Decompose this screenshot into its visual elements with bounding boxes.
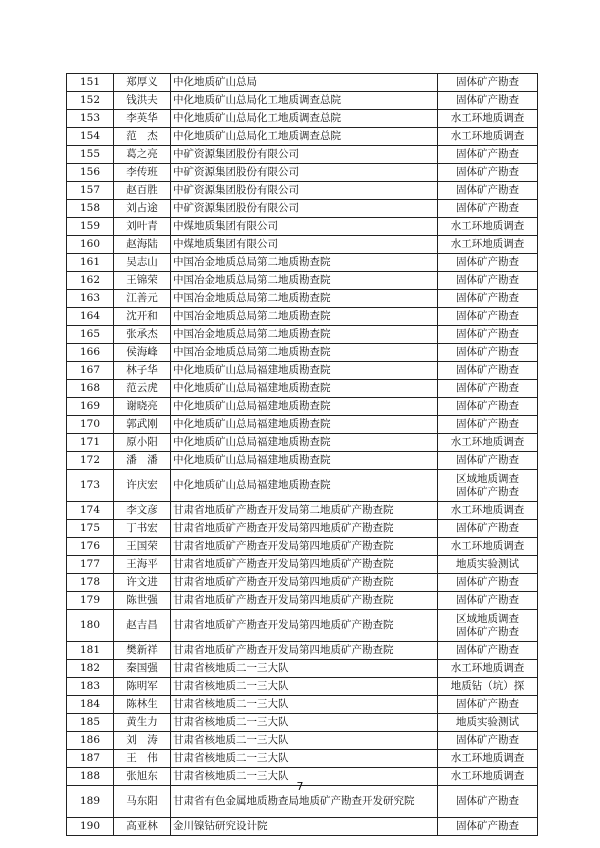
unit-cell: 甘肃省地质矿产勘查开发局第四地质矿产勘查院 xyxy=(171,642,438,660)
specialty-cell xyxy=(438,92,538,110)
name-cell: 高亚林 xyxy=(114,818,171,836)
specialty-text: 水工环地质调查 xyxy=(450,238,525,250)
row-number-cell: 152 xyxy=(67,92,114,110)
table-row xyxy=(67,538,538,556)
specialty-text: 固体矿产勘查 xyxy=(456,820,519,832)
row-number-cell: 185 xyxy=(67,714,114,732)
specialty-text: 水工环地质调查 xyxy=(450,662,525,674)
specialty-cell xyxy=(438,452,538,470)
name-cell: 王锦荣 xyxy=(114,272,171,290)
row-number-cell: 159 xyxy=(67,218,114,236)
name-cell: 许庆宏 xyxy=(114,470,171,502)
specialty-text: 水工环地质调查 xyxy=(450,112,525,124)
specialty-text: 固体矿产勘查 xyxy=(456,310,519,322)
table-row xyxy=(67,610,538,642)
row-number-cell: 168 xyxy=(67,380,114,398)
unit-cell: 中化地质矿山总局福建地质勘查院 xyxy=(171,452,438,470)
row-number-cell: 176 xyxy=(67,538,114,556)
name-cell: 赵海陆 xyxy=(114,236,171,254)
table-row xyxy=(67,470,538,502)
unit-cell: 中国冶金地质总局第二地质勘查院 xyxy=(171,272,438,290)
unit-cell: 中化地质矿山总局福建地质勘查院 xyxy=(171,398,438,416)
specialty-cell xyxy=(438,290,538,308)
table-row xyxy=(67,434,538,452)
row-number-cell: 174 xyxy=(67,502,114,520)
specialty-text: 区域地质调查 xyxy=(456,472,519,485)
specialty-text: 固体矿产勘查 xyxy=(456,795,519,807)
table-row xyxy=(67,660,538,678)
row-number-cell: 157 xyxy=(67,182,114,200)
specialty-text: 固体矿产勘查 xyxy=(456,274,519,286)
specialty-cell xyxy=(438,416,538,434)
row-number-cell: 154 xyxy=(67,128,114,146)
unit-cell: 中化地质矿山总局化工地质调查总院 xyxy=(171,110,438,128)
unit-cell: 中矿资源集团股份有限公司 xyxy=(171,200,438,218)
row-number-cell: 186 xyxy=(67,732,114,750)
table-row xyxy=(67,818,538,836)
specialty-cell xyxy=(438,272,538,290)
name-cell: 赵吉昌 xyxy=(114,610,171,642)
name-cell: 陈林生 xyxy=(114,696,171,714)
unit-cell: 甘肃省地质矿产勘查开发局第二地质矿产勘查院 xyxy=(171,502,438,520)
specialty-text: 固体矿产勘查 xyxy=(456,644,519,656)
unit-cell: 中矿资源集团股份有限公司 xyxy=(171,164,438,182)
name-cell: 樊新祥 xyxy=(114,642,171,660)
row-number-cell: 173 xyxy=(67,470,114,502)
specialty-cell xyxy=(438,592,538,610)
specialty-cell xyxy=(438,470,538,502)
specialty-text: 地质实验测试 xyxy=(456,558,519,570)
table-row xyxy=(67,74,538,92)
specialty-cell xyxy=(438,326,538,344)
specialty-cell xyxy=(438,344,538,362)
unit-cell: 中化地质矿山总局福建地质勘查院 xyxy=(171,470,438,502)
specialty-text: 固体矿产勘查 xyxy=(456,346,519,358)
specialty-cell xyxy=(438,308,538,326)
name-cell: 范云虎 xyxy=(114,380,171,398)
unit-cell: 甘肃省地质矿产勘查开发局第四地质矿产勘查院 xyxy=(171,520,438,538)
specialty-text: 地质实验测试 xyxy=(456,716,519,728)
row-number-cell: 164 xyxy=(67,308,114,326)
name-cell: 侯海峰 xyxy=(114,344,171,362)
name-cell: 王海平 xyxy=(114,556,171,574)
row-number-cell: 163 xyxy=(67,290,114,308)
specialty-text: 固体矿产勘查 xyxy=(456,522,519,534)
table-row xyxy=(67,344,538,362)
specialty-text: 固体矿产勘查 xyxy=(456,364,519,376)
name-cell: 许文进 xyxy=(114,574,171,592)
specialty-text: 固体矿产勘查 xyxy=(456,698,519,710)
specialty-text: 固体矿产勘查 xyxy=(456,94,519,106)
name-cell: 马东阳 xyxy=(114,786,171,818)
table-row xyxy=(67,732,538,750)
table-row xyxy=(67,218,538,236)
table-row xyxy=(67,574,538,592)
name-cell: 李文彦 xyxy=(114,502,171,520)
name-cell: 钱洪夫 xyxy=(114,92,171,110)
row-number-cell: 177 xyxy=(67,556,114,574)
table-row xyxy=(67,308,538,326)
page-number: 7 xyxy=(296,780,304,793)
specialty-text: 固体矿产勘查 xyxy=(456,454,519,466)
specialty-text: 固体矿产勘查 xyxy=(456,328,519,340)
unit-cell: 甘肃省地质矿产勘查开发局第四地质矿产勘查院 xyxy=(171,592,438,610)
row-number-cell: 151 xyxy=(67,74,114,92)
specialty-cell xyxy=(438,538,538,556)
row-number-cell: 166 xyxy=(67,344,114,362)
specialty-cell xyxy=(438,696,538,714)
name-cell: 林子华 xyxy=(114,362,171,380)
specialty-cell xyxy=(438,502,538,520)
row-number-cell: 158 xyxy=(67,200,114,218)
name-cell: 王国荣 xyxy=(114,538,171,556)
specialty-cell xyxy=(438,236,538,254)
unit-cell: 甘肃省地质矿产勘查开发局第四地质矿产勘查院 xyxy=(171,556,438,574)
specialty-cell xyxy=(438,610,538,642)
table-row xyxy=(67,678,538,696)
unit-cell: 甘肃省核地质二一三大队 xyxy=(171,732,438,750)
row-number-cell: 172 xyxy=(67,452,114,470)
personnel-table-body xyxy=(67,74,538,836)
specialty-cell xyxy=(438,398,538,416)
row-number-cell: 189 xyxy=(67,786,114,818)
table-row xyxy=(67,642,538,660)
row-number-cell: 187 xyxy=(67,750,114,768)
name-cell: 郭武刚 xyxy=(114,416,171,434)
name-cell: 谢晓亮 xyxy=(114,398,171,416)
specialty-text: 水工环地质调查 xyxy=(450,540,525,552)
row-number-cell: 155 xyxy=(67,146,114,164)
unit-cell: 甘肃省核地质二一三大队 xyxy=(171,768,438,786)
specialty-cell xyxy=(438,678,538,696)
specialty-cell xyxy=(438,556,538,574)
name-cell: 潘 潘 xyxy=(114,452,171,470)
name-cell: 原小阳 xyxy=(114,434,171,452)
name-cell: 李英华 xyxy=(114,110,171,128)
table-row xyxy=(67,182,538,200)
name-cell: 范 杰 xyxy=(114,128,171,146)
table-row xyxy=(67,110,538,128)
unit-cell: 中化地质矿山总局福建地质勘查院 xyxy=(171,362,438,380)
specialty-text: 固体矿产勘查 xyxy=(456,148,519,160)
table-row xyxy=(67,380,538,398)
specialty-cell xyxy=(438,574,538,592)
table-row xyxy=(67,254,538,272)
specialty-cell xyxy=(438,362,538,380)
unit-cell: 中矿资源集团股份有限公司 xyxy=(171,182,438,200)
unit-cell: 甘肃省核地质二一三大队 xyxy=(171,714,438,732)
table-row xyxy=(67,290,538,308)
row-number-cell: 179 xyxy=(67,592,114,610)
row-number-cell: 180 xyxy=(67,610,114,642)
specialty-text: 固体矿产勘查 xyxy=(456,382,519,394)
specialty-cell xyxy=(438,182,538,200)
specialty-text: 固体矿产勘查 xyxy=(456,76,519,88)
unit-cell: 中化地质矿山总局福建地质勘查院 xyxy=(171,434,438,452)
row-number-cell: 162 xyxy=(67,272,114,290)
row-number-cell: 170 xyxy=(67,416,114,434)
specialty-text: 固体矿产勘查 xyxy=(456,166,519,178)
row-number-cell: 182 xyxy=(67,660,114,678)
table-row xyxy=(67,236,538,254)
name-cell: 刘占途 xyxy=(114,200,171,218)
unit-cell: 甘肃省地质矿产勘查开发局第四地质矿产勘查院 xyxy=(171,538,438,556)
name-cell: 吴志山 xyxy=(114,254,171,272)
specialty-cell xyxy=(438,218,538,236)
specialty-cell xyxy=(438,434,538,452)
specialty-text: 区域地质调查 xyxy=(456,612,519,625)
row-number-cell: 181 xyxy=(67,642,114,660)
specialty-cell xyxy=(438,660,538,678)
row-number-cell: 188 xyxy=(67,768,114,786)
specialty-cell xyxy=(438,110,538,128)
specialty-text: 水工环地质调查 xyxy=(450,436,525,448)
name-cell: 赵百胜 xyxy=(114,182,171,200)
unit-cell: 甘肃省地质矿产勘查开发局第四地质矿产勘查院 xyxy=(171,610,438,642)
specialty-cell xyxy=(438,200,538,218)
table-row xyxy=(67,398,538,416)
unit-cell: 中化地质矿山总局 xyxy=(171,74,438,92)
table-row xyxy=(67,272,538,290)
unit-cell: 甘肃省有色金属地质勘查局地质矿产勘查开发研究院 xyxy=(171,786,438,818)
table-row xyxy=(67,128,538,146)
name-cell: 刘叶青 xyxy=(114,218,171,236)
table-row xyxy=(67,520,538,538)
row-number-cell: 161 xyxy=(67,254,114,272)
row-number-cell: 167 xyxy=(67,362,114,380)
specialty-cell xyxy=(438,74,538,92)
specialty-text-secondary: 固体矿产勘查 xyxy=(456,625,519,638)
specialty-text: 固体矿产勘查 xyxy=(456,292,519,304)
specialty-text: 固体矿产勘查 xyxy=(456,418,519,430)
specialty-cell xyxy=(438,164,538,182)
table-row xyxy=(67,164,538,182)
specialty-cell xyxy=(438,732,538,750)
row-number-cell: 169 xyxy=(67,398,114,416)
name-cell: 王 伟 xyxy=(114,750,171,768)
specialty-text: 水工环地质调查 xyxy=(450,504,525,516)
name-cell: 张旭东 xyxy=(114,768,171,786)
unit-cell: 甘肃省核地质二一三大队 xyxy=(171,696,438,714)
table-row xyxy=(67,714,538,732)
row-number-cell: 175 xyxy=(67,520,114,538)
specialty-text: 水工环地质调查 xyxy=(450,770,525,782)
specialty-cell xyxy=(438,750,538,768)
specialty-text: 固体矿产勘查 xyxy=(456,202,519,214)
unit-cell: 甘肃省核地质二一三大队 xyxy=(171,660,438,678)
specialty-text: 固体矿产勘查 xyxy=(456,576,519,588)
table-row xyxy=(67,92,538,110)
unit-cell: 中国冶金地质总局第二地质勘查院 xyxy=(171,290,438,308)
specialty-text: 水工环地质调查 xyxy=(450,752,525,764)
unit-cell: 中化地质矿山总局福建地质勘查院 xyxy=(171,380,438,398)
row-number-cell: 178 xyxy=(67,574,114,592)
name-cell: 刘 涛 xyxy=(114,732,171,750)
unit-cell: 中国冶金地质总局第二地质勘查院 xyxy=(171,344,438,362)
table-row xyxy=(67,556,538,574)
unit-cell: 甘肃省核地质二一三大队 xyxy=(171,750,438,768)
name-cell: 黄生力 xyxy=(114,714,171,732)
specialty-text: 固体矿产勘查 xyxy=(456,400,519,412)
specialty-cell xyxy=(438,380,538,398)
name-cell: 郑厚义 xyxy=(114,74,171,92)
specialty-text: 固体矿产勘查 xyxy=(456,594,519,606)
unit-cell: 中化地质矿山总局化工地质调查总院 xyxy=(171,92,438,110)
table-row xyxy=(67,200,538,218)
name-cell: 丁书宏 xyxy=(114,520,171,538)
table-row xyxy=(67,696,538,714)
specialty-text: 水工环地质调查 xyxy=(450,220,525,232)
unit-cell: 中煤地质集团有限公司 xyxy=(171,236,438,254)
name-cell: 陈明军 xyxy=(114,678,171,696)
unit-cell: 金川镍钴研究设计院 xyxy=(171,818,438,836)
table-row xyxy=(67,750,538,768)
specialty-cell xyxy=(438,146,538,164)
table-row xyxy=(67,452,538,470)
unit-cell: 中化地质矿山总局福建地质勘查院 xyxy=(171,416,438,434)
personnel-table xyxy=(66,73,538,836)
specialty-cell xyxy=(438,818,538,836)
unit-cell: 甘肃省核地质二一三大队 xyxy=(171,678,438,696)
name-cell: 江善元 xyxy=(114,290,171,308)
row-number-cell: 183 xyxy=(67,678,114,696)
specialty-text: 固体矿产勘查 xyxy=(456,256,519,268)
name-cell: 陈世强 xyxy=(114,592,171,610)
specialty-text: 地质钻（坑）探 xyxy=(450,680,525,692)
table-row xyxy=(67,362,538,380)
unit-cell: 中化地质矿山总局化工地质调查总院 xyxy=(171,128,438,146)
specialty-text: 固体矿产勘查 xyxy=(456,184,519,196)
specialty-text: 水工环地质调查 xyxy=(450,130,525,142)
table-row xyxy=(67,326,538,344)
name-cell: 葛之亮 xyxy=(114,146,171,164)
row-number-cell: 160 xyxy=(67,236,114,254)
row-number-cell: 165 xyxy=(67,326,114,344)
table-row xyxy=(67,146,538,164)
unit-cell: 甘肃省地质矿产勘查开发局第四地质矿产勘查院 xyxy=(171,574,438,592)
name-cell: 张承杰 xyxy=(114,326,171,344)
specialty-cell xyxy=(438,128,538,146)
unit-cell: 中国冶金地质总局第二地质勘查院 xyxy=(171,254,438,272)
specialty-cell xyxy=(438,254,538,272)
table-row xyxy=(67,502,538,520)
name-cell: 李传班 xyxy=(114,164,171,182)
name-cell: 秦国强 xyxy=(114,660,171,678)
unit-cell: 中国冶金地质总局第二地质勘查院 xyxy=(171,326,438,344)
row-number-cell: 153 xyxy=(67,110,114,128)
specialty-cell xyxy=(438,520,538,538)
name-cell: 沈开和 xyxy=(114,308,171,326)
row-number-cell: 184 xyxy=(67,696,114,714)
unit-cell: 中国冶金地质总局第二地质勘查院 xyxy=(171,308,438,326)
specialty-text: 固体矿产勘查 xyxy=(456,734,519,746)
specialty-text-secondary: 固体矿产勘查 xyxy=(456,485,519,498)
row-number-cell: 156 xyxy=(67,164,114,182)
unit-cell: 中煤地质集团有限公司 xyxy=(171,218,438,236)
unit-cell: 中矿资源集团股份有限公司 xyxy=(171,146,438,164)
row-number-cell: 171 xyxy=(67,434,114,452)
specialty-cell xyxy=(438,714,538,732)
table-row xyxy=(67,416,538,434)
specialty-cell xyxy=(438,642,538,660)
table-row xyxy=(67,592,538,610)
row-number-cell: 190 xyxy=(67,818,114,836)
